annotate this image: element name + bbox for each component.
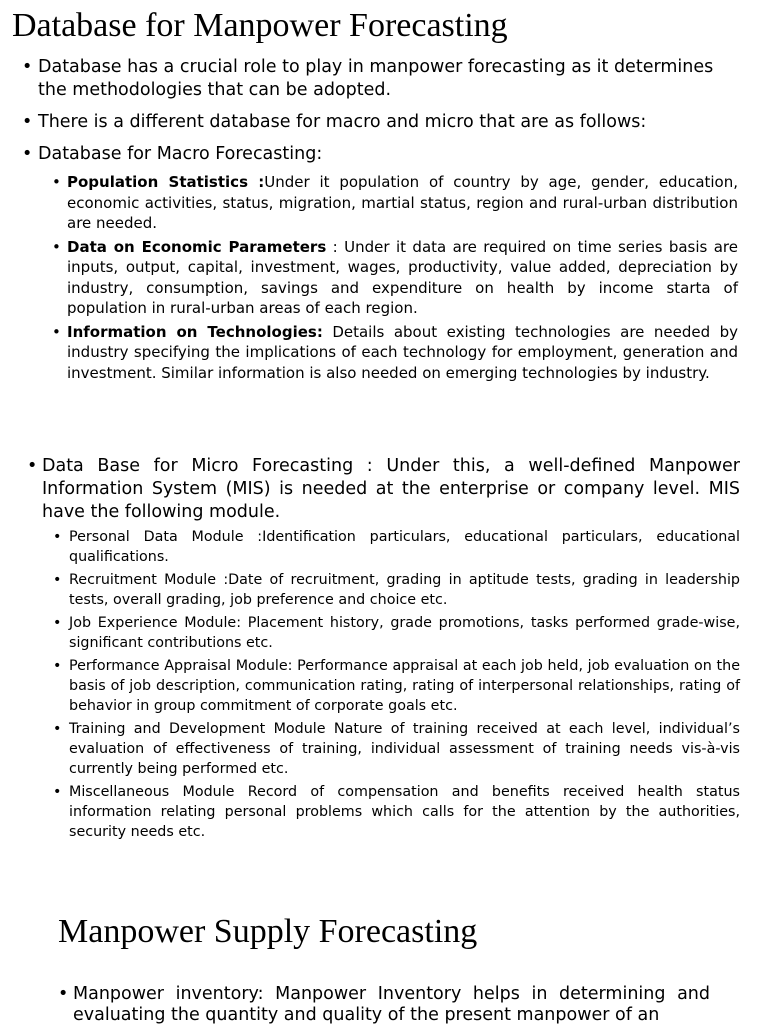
sub-bullet-item	[52, 237, 738, 319]
sub-bullet-heading: Information on Technologies:	[67, 322, 323, 341]
bullet-item: • There is a different database for macro and micro that are as follows:	[22, 111, 738, 134]
supply-bullet-list	[58, 984, 710, 1026]
module-item: • Miscellaneous Module Record of compensation and benefits received health status information relating personal problems which calls for the attention by the authorities, security needs etc.	[53, 782, 740, 842]
module-item: • Training and Development Module Nature of training received at each level, individual’s evaluation of effectiveness of training, individual assessment of training needs vis-à-vis currently being performed etc.	[53, 719, 740, 779]
mis-module-list	[53, 527, 740, 845]
macro-bullet-list	[22, 56, 738, 166]
module-item: • Job Experience Module: Placement history, grade promotions, tasks performed grade-wise, significant contributions etc.	[53, 613, 740, 653]
bullet-item: • Manpower inventory: Manpower Inventory helps in determining and evaluating the quantity and quality of the present manpower of an	[58, 984, 710, 1026]
sub-bullet-heading: Data on Economic Parameters	[67, 237, 327, 256]
bullet-item: • Database for Macro Forecasting:	[22, 143, 738, 166]
module-item: • Recruitment Module :Date of recruitment, grading in aptitude tests, grading in leadership tests, overall grading, job preference and choice etc.	[53, 570, 740, 610]
micro-bullet-list	[27, 455, 740, 524]
slide-title-database: Database for Manpower Forecasting	[12, 7, 508, 44]
bullet-item: • Database has a crucial role to play in manpower forecasting as it determines the methodologies that can be adopted.	[22, 56, 738, 102]
sub-bullet-item	[52, 172, 738, 234]
macro-sub-list	[52, 172, 738, 386]
sub-bullet-item	[52, 322, 738, 384]
module-item: • Performance Appraisal Module: Performance appraisal at each job held, job evaluation on the basis of job description, communication rating, rating of interpersonal relationships, rating of behavior in group commitment of corporate goals etc.	[53, 656, 740, 716]
module-item: • Personal Data Module :Identification particulars, educational particulars, educational qualifications.	[53, 527, 740, 567]
sub-bullet-heading: Population Statistics :	[67, 173, 265, 191]
bullet-item: • Data Base for Micro Forecasting : Under this, a well-defined Manpower Information System (MIS) is needed at the enterprise or company level. MIS have the following module.	[27, 455, 740, 524]
sub-bullet-text: Details about existing technologies are needed by industry specifying the implications of each technology for employment, generation and investment. Similar information is also needed on emerging technologies by industry.	[67, 322, 739, 382]
slide-title-supply: Manpower Supply Forecasting	[58, 913, 478, 950]
sub-bullet-text: Under it population of country by age, gender, education, economic activities, status, migration, martial status, region and rural-urban distribution are needed.	[67, 173, 739, 232]
sub-bullet-text: : Under it data are required on time series basis are inputs, output, capital, investment, wages, productivity, value added, depreciation by industry, consumption, savings and expenditure on health by income starta of population in rural-urban areas of each region.	[67, 237, 738, 317]
